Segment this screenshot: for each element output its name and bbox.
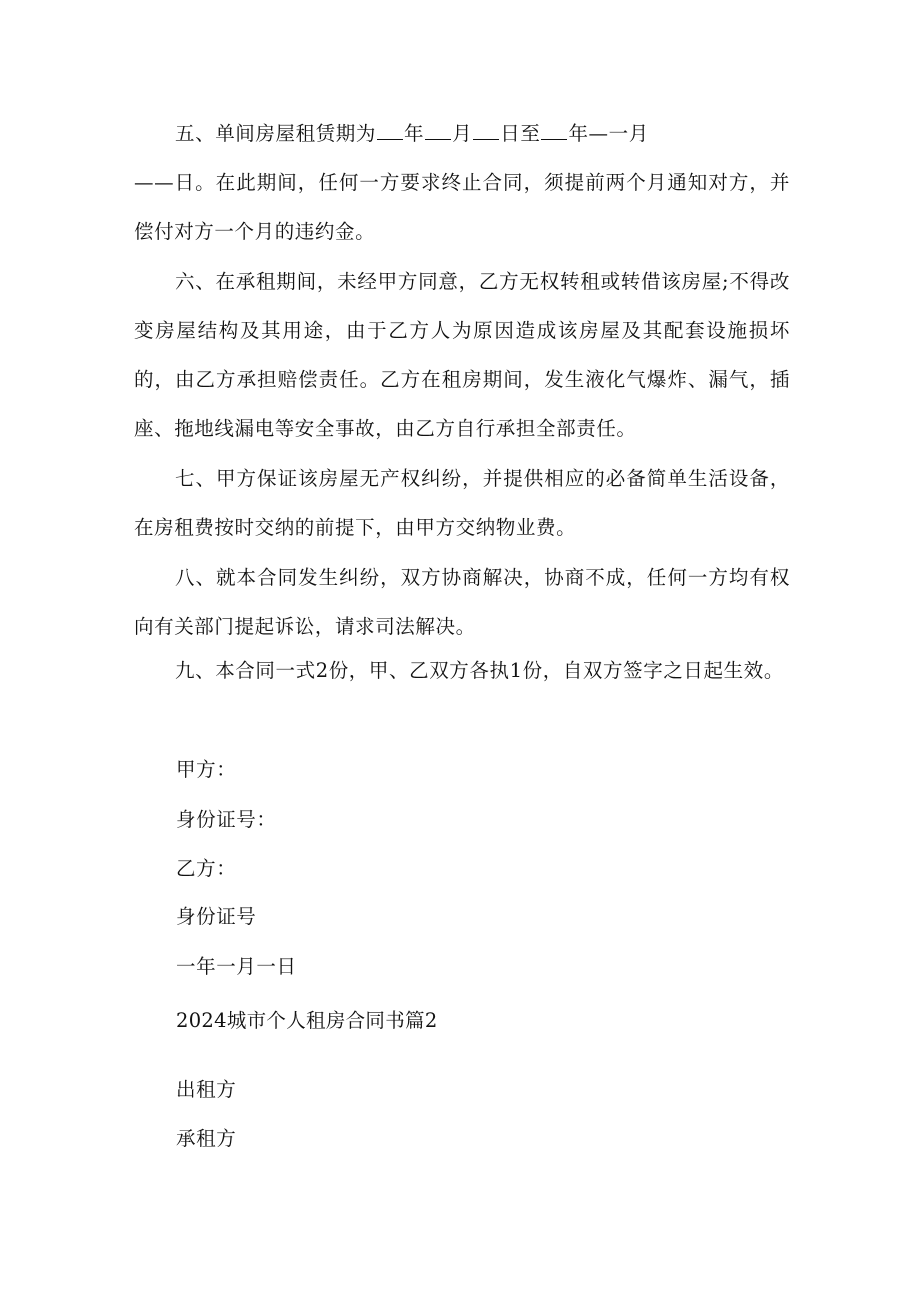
party-a-label: 甲方： bbox=[176, 758, 237, 781]
clause-8: 八、就本合同发生纠纷，双方协商解决，协商不成，任何一方均有权向有关部门提起诉讼，请求司法解决。 bbox=[134, 566, 790, 638]
section-2-title: 2024城市个人租房合同书篇2 bbox=[176, 1009, 438, 1032]
blank-day-1 bbox=[473, 121, 499, 140]
party-b-label: 乙方： bbox=[176, 857, 237, 880]
blank-year-1 bbox=[377, 121, 403, 140]
signing-date: 一年一月一日 bbox=[176, 955, 297, 978]
clause-5-text-b: 年 bbox=[404, 122, 425, 145]
blank-year-2 bbox=[541, 121, 567, 140]
lessee-label: 承租方 bbox=[176, 1127, 237, 1150]
lessor-label: 出租方 bbox=[176, 1078, 237, 1101]
party-b-id-label: 身份证号 bbox=[176, 905, 257, 928]
clause-5-text-e: 年—一月 bbox=[568, 122, 649, 145]
clause-5-continuation: ——日。在此期间，任何一方要求终止合同，须提前两个月通知对方，并偿付对方一个月的违约金。 bbox=[134, 171, 790, 243]
clause-9: 九、本合同一式2份，甲、乙双方各执1份，自双方签字之日起生效。 bbox=[175, 659, 784, 682]
party-a-id-label: 身份证号： bbox=[176, 808, 277, 831]
clause-7: 七、甲方保证该房屋无产权纠纷，并提供相应的必备简单生活设备，在房租费按时交纳的前提下，由甲方交纳物业费。 bbox=[134, 467, 790, 539]
clause-5-text-d: 日至 bbox=[500, 122, 541, 145]
clause-5-line-1 bbox=[175, 120, 649, 148]
clause-5-text-c: 月 bbox=[452, 122, 473, 145]
clause-6: 六、在承租期间，未经甲方同意，乙方无权转租或转借该房屋;不得改变房屋结构及其用途，由于乙方人为原因造成该房屋及其配套设施损坏的，由乙方承担赔偿责任。乙方在租房期间，发生液化气爆炸、漏气，插座、拖地线漏电等安全事故，由乙方自行承担全部责任。 bbox=[134, 270, 790, 440]
blank-month-1 bbox=[425, 121, 451, 140]
clause-5-text-a: 五、单间房屋租赁期为 bbox=[175, 122, 377, 145]
